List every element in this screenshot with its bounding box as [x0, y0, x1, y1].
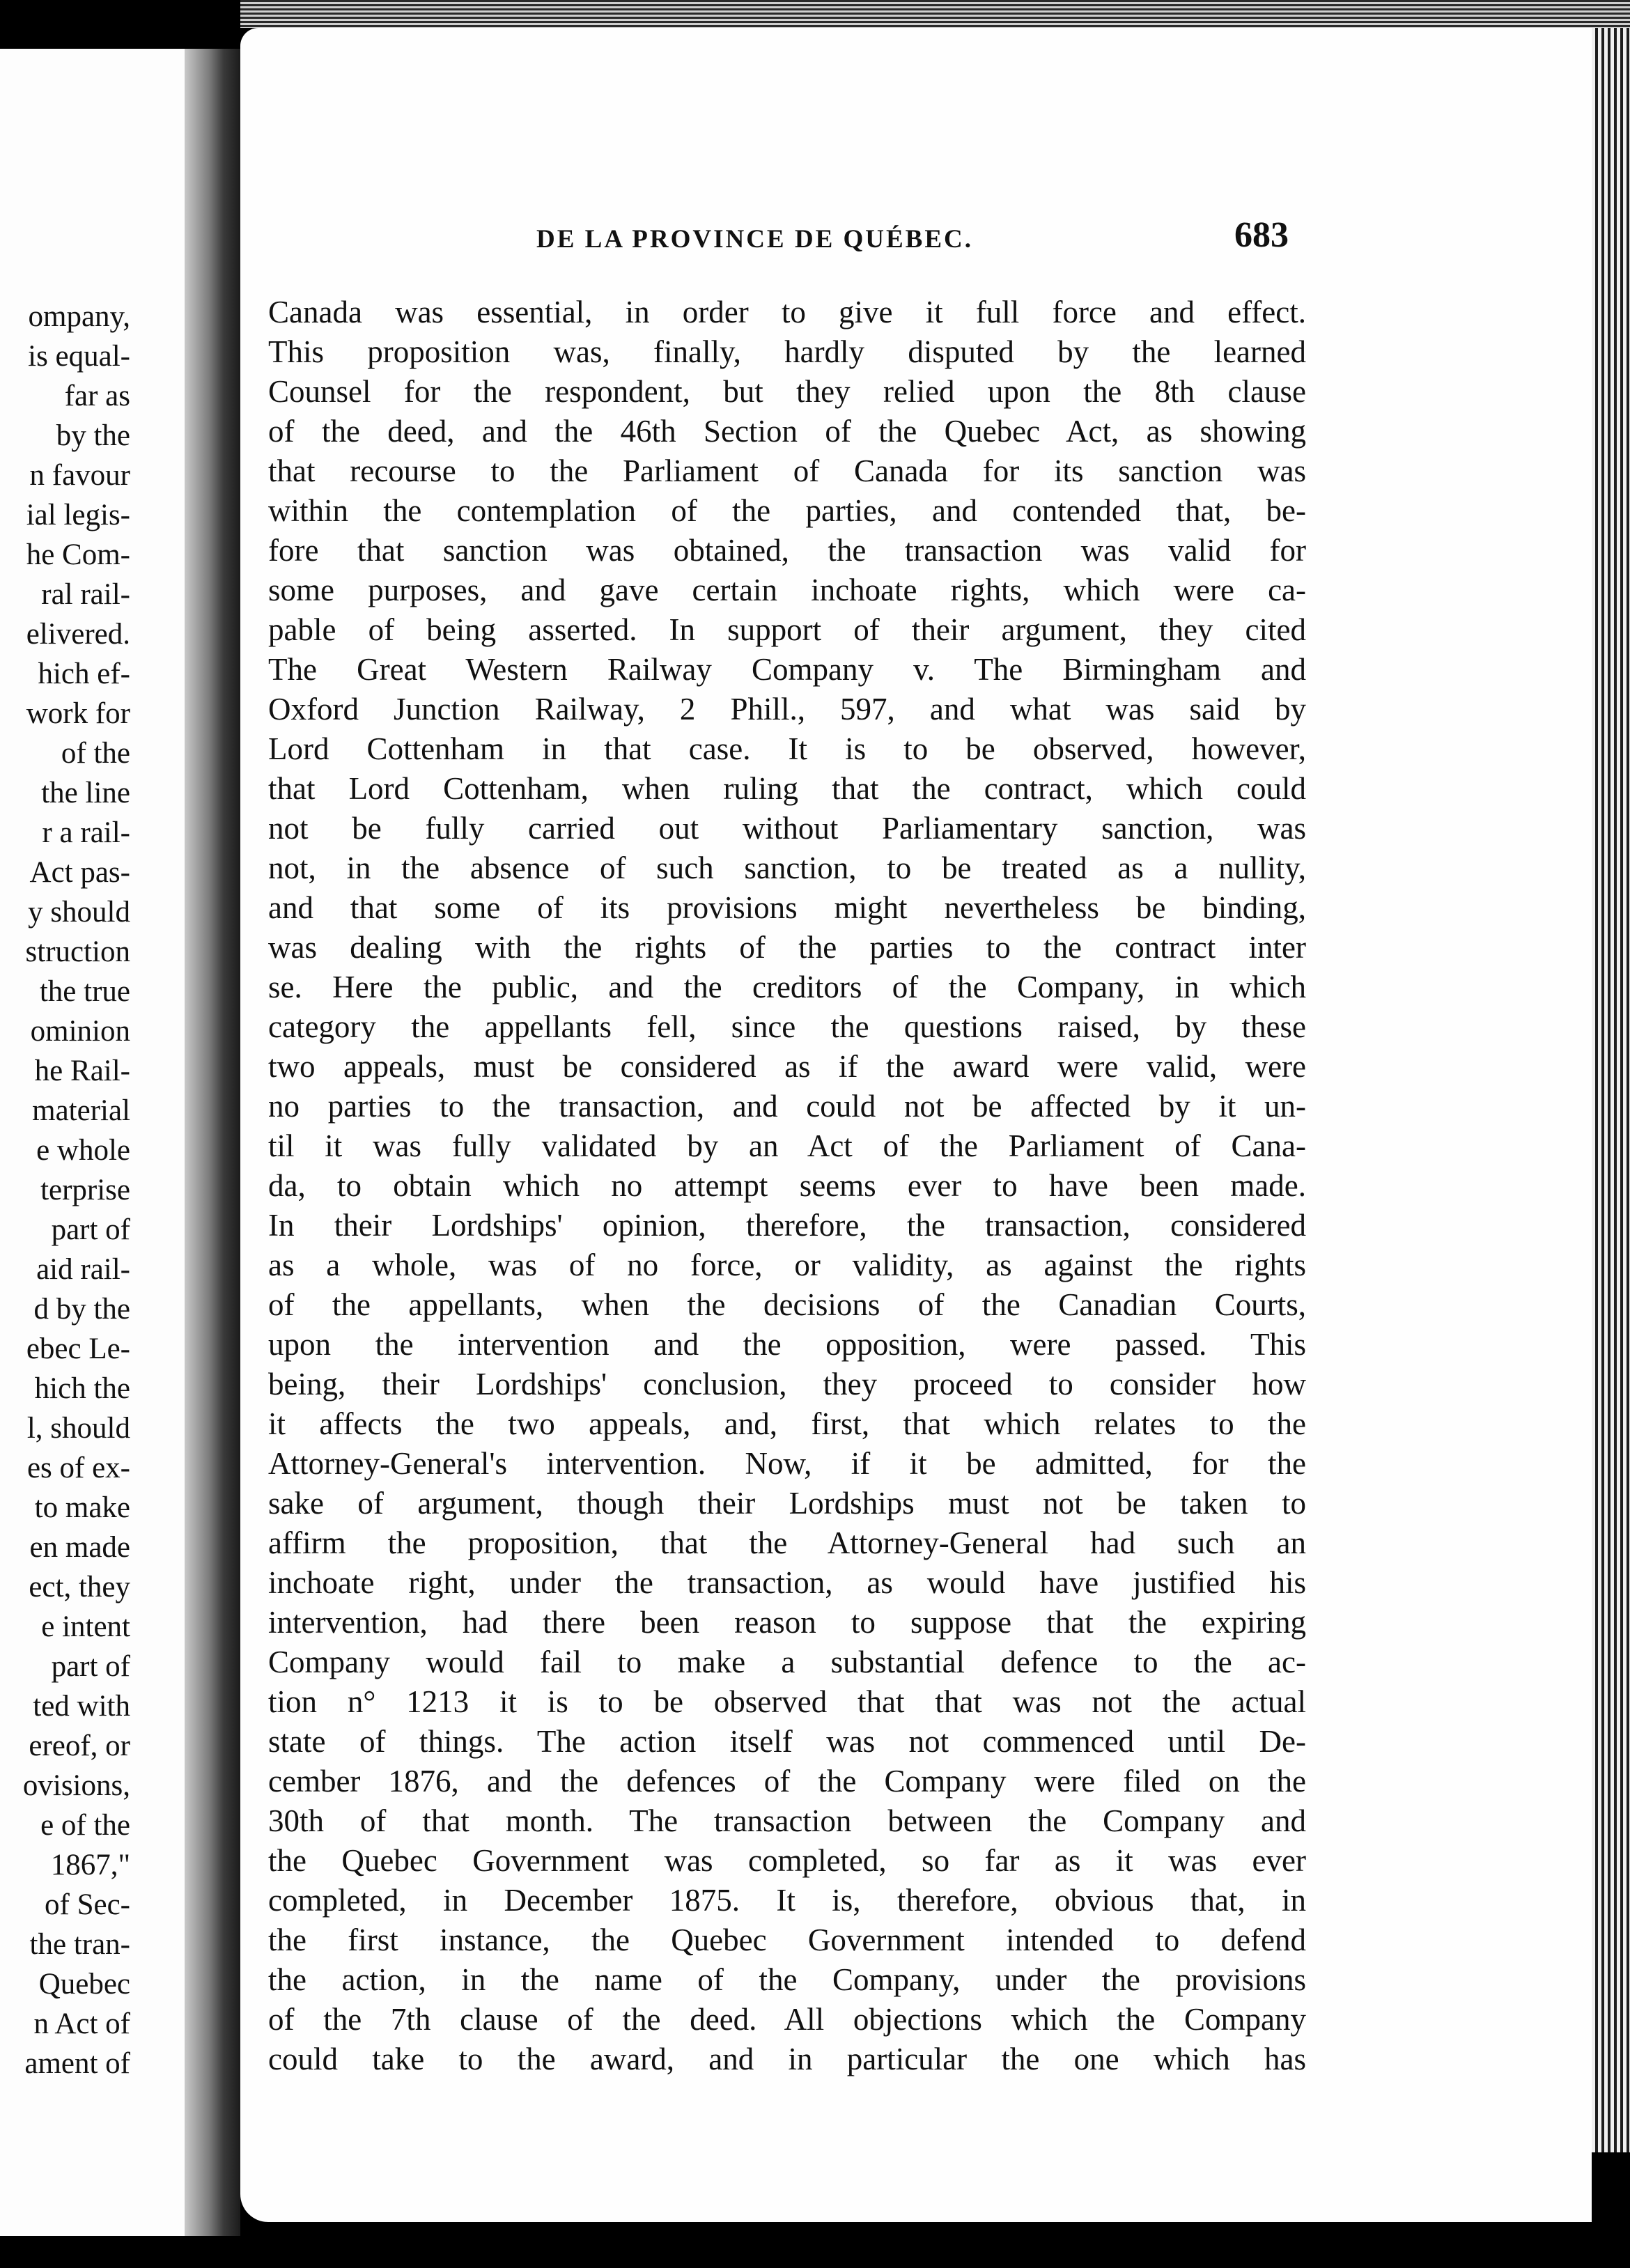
body-line: that recourse to the Parliament of Canada for its sanction was: [268, 453, 1306, 488]
previous-page-line: ial legis-: [26, 499, 130, 531]
previous-page-line: ovisions,: [22, 1769, 130, 1802]
body-line: 30th of that month. The transaction between the Company and: [268, 1803, 1306, 1838]
previous-page-line: by the: [56, 419, 130, 452]
page-number: 683: [1234, 215, 1289, 255]
body-line: Attorney-General's intervention. Now, if it be admitted, for the: [268, 1446, 1306, 1481]
previous-page-line: ereof, or: [29, 1730, 130, 1762]
previous-page-line: y should: [28, 896, 130, 929]
body-line: This proposition was, finally, hardly disputed by the learned: [268, 334, 1306, 369]
running-header: DE LA PROVINCE DE QUÉBEC.: [536, 225, 974, 254]
body-line: upon the intervention and the opposition, were passed. This: [268, 1327, 1306, 1362]
page-stack-edges: [1592, 28, 1630, 2152]
previous-page-line: to make: [34, 1491, 130, 1524]
previous-page-line: part of: [51, 1650, 130, 1683]
body-line: was dealing with the rights of the parties to the contract inter: [268, 930, 1306, 965]
body-line: Company would fail to make a substantial defence to the ac-: [268, 1645, 1306, 1679]
body-line: and that some of its provisions might nevertheless be binding,: [268, 890, 1306, 925]
body-line: affirm the proposition, that the Attorney-General had such an: [268, 1525, 1306, 1560]
body-line: se. Here the public, and the creditors of the Company, in which: [268, 970, 1306, 1004]
previous-page-line: struction: [25, 935, 130, 968]
previous-page-line: work for: [26, 697, 130, 730]
previous-page-line: Act pas-: [29, 856, 130, 889]
previous-page-line: of the: [61, 737, 130, 770]
body-line: state of things. The action itself was not commenced until De-: [268, 1724, 1306, 1759]
body-line: of the 7th clause of the deed. All objections which the Company: [268, 2002, 1306, 2037]
previous-page-line: he Com-: [26, 538, 130, 571]
previous-page-line: the true: [39, 975, 130, 1008]
previous-page-line: material: [32, 1094, 130, 1127]
previous-page-line: hich ef-: [38, 658, 130, 690]
previous-page-line: ect, they: [29, 1571, 130, 1603]
body-line: Oxford Junction Railway, 2 Phill., 597, and what was said by: [268, 692, 1306, 727]
previous-page-line: n favour: [29, 459, 130, 492]
body-line: inchoate right, under the transaction, as would have justified his: [268, 1565, 1306, 1600]
body-line: the action, in the name of the Company, under the provisions: [268, 1962, 1306, 1997]
body-line: no parties to the transaction, and could not be affected by it un-: [268, 1089, 1306, 1124]
body-line: some purposes, and gave certain inchoate rights, which were ca-: [268, 573, 1306, 607]
previous-page-line: e of the: [40, 1809, 130, 1842]
body-line: of the deed, and the 46th Section of the Quebec Act, as showing: [268, 414, 1306, 449]
body-line: tion n° 1213 it is to be observed that that was not the actual: [268, 1684, 1306, 1719]
body-line: sake of argument, though their Lordships must not be taken to: [268, 1486, 1306, 1521]
previous-page-line: ted with: [33, 1690, 130, 1723]
previous-page-line: ebec Le-: [26, 1333, 130, 1365]
previous-page-line: aid rail-: [36, 1253, 130, 1286]
body-line: the Quebec Government was completed, so far as it was ever: [268, 1843, 1306, 1878]
body-line: til it was fully validated by an Act of the Parliament of Cana-: [268, 1128, 1306, 1163]
book-gutter: [185, 49, 240, 2236]
body-line: of the appellants, when the decisions of the Canadian Courts,: [268, 1287, 1306, 1322]
body-line: category the appellants fell, since the questions raised, by these: [268, 1009, 1306, 1044]
body-line: Lord Cottenham in that case. It is to be observed, however,: [268, 731, 1306, 766]
previous-page-fragment: [0, 49, 185, 2236]
body-line: within the contemplation of the parties, and contended that, be-: [268, 493, 1306, 528]
body-line: the first instance, the Quebec Government intended to defend: [268, 1923, 1306, 1957]
previous-page-line: the tran-: [29, 1928, 130, 1961]
previous-page-line: is equal-: [28, 340, 130, 373]
previous-page-line: n Act of: [33, 2007, 130, 2040]
body-line: that Lord Cottenham, when ruling that the contract, which could: [268, 771, 1306, 806]
body-line: da, to obtain which no attempt seems ever to have been made.: [268, 1168, 1306, 1203]
previous-page-line: terprise: [40, 1174, 130, 1206]
previous-page-line: ament of: [24, 2047, 130, 2080]
previous-page-line: the line: [41, 777, 130, 809]
body-line: Canada was essential, in order to give it full force and effect.: [268, 295, 1306, 329]
body-line: not be fully carried out without Parliamentary sanction, was: [268, 811, 1306, 846]
body-line: intervention, had there been reason to suppose that the expiring: [268, 1605, 1306, 1640]
body-line: In their Lordships' opinion, therefore, the transaction, considered: [268, 1208, 1306, 1243]
previous-page-line: d by the: [33, 1293, 130, 1326]
body-line: it affects the two appeals, and, first, that which relates to the: [268, 1406, 1306, 1441]
body-line: Counsel for the respondent, but they relied upon the 8th clause: [268, 374, 1306, 409]
body-line: not, in the absence of such sanction, to be treated as a nullity,: [268, 850, 1306, 885]
body-line: could take to the award, and in particular the one which has: [268, 2042, 1306, 2076]
previous-page-line: hich the: [34, 1372, 130, 1405]
body-line: completed, in December 1875. It is, therefore, obvious that, in: [268, 1883, 1306, 1918]
previous-page-line: en made: [29, 1531, 130, 1564]
previous-page-line: e whole: [36, 1134, 130, 1167]
previous-page-line: e intent: [41, 1610, 130, 1643]
previous-page-line: es of ex-: [26, 1452, 130, 1484]
previous-page-line: ompany,: [28, 300, 130, 333]
body-line: as a whole, was of no force, or validity, as against the rights: [268, 1248, 1306, 1282]
previous-page-line: l, should: [26, 1412, 130, 1445]
body-text: [268, 293, 1306, 2079]
previous-page-line: 1867,": [50, 1849, 130, 1881]
previous-page-line: far as: [64, 380, 130, 412]
body-line: The Great Western Railway Company v. The Birmingham and: [268, 652, 1306, 687]
body-line: pable of being asserted. In support of their argument, they cited: [268, 612, 1306, 647]
previous-page-line: part of: [51, 1213, 130, 1246]
previous-page-line: r a rail-: [42, 816, 130, 849]
previous-page-line: he Rail-: [34, 1055, 130, 1087]
previous-page-line: ral rail-: [41, 578, 130, 611]
body-line: fore that sanction was obtained, the transaction was valid for: [268, 533, 1306, 568]
body-line: two appeals, must be considered as if the award were valid, were: [268, 1049, 1306, 1084]
previous-page-line: ominion: [30, 1015, 130, 1048]
previous-page-line: elivered.: [26, 618, 130, 651]
body-line: cember 1876, and the defences of the Company were filed on the: [268, 1764, 1306, 1799]
previous-page-line: of Sec-: [45, 1888, 130, 1921]
body-line: being, their Lordships' conclusion, they proceed to consider how: [268, 1367, 1306, 1401]
page-top-edge: [240, 0, 1630, 28]
previous-page-line: Quebec: [38, 1968, 130, 2001]
